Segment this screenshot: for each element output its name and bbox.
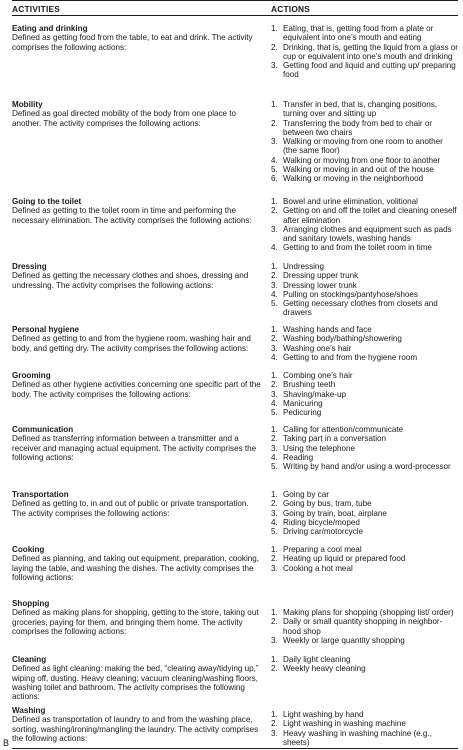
list-item: 3. Using the telephone: [271, 443, 355, 453]
list-item: 3. Going by train, boat, airplane: [271, 508, 387, 518]
activity-title: Dressing: [12, 262, 47, 271]
actions-list: [271, 24, 459, 80]
list-item: 1. Washing hands and face: [271, 325, 372, 334]
list-item: 2. Heating up liquid or prepared food: [271, 554, 406, 564]
list-item: 1. Calling for attention/communicate: [271, 425, 404, 434]
activity-title: Personal hygiene: [12, 325, 80, 334]
activity-title: Mobility: [12, 100, 43, 109]
table-header: [12, 2, 458, 16]
list-item: 1. Light washing by hand: [271, 710, 364, 719]
list-item: 5. Pedicuring: [271, 408, 322, 418]
list-item: 3. Shaving/make-up: [271, 389, 346, 399]
activity-title: Eating and drinking: [12, 24, 88, 33]
actions-list: [271, 100, 459, 184]
list-item: 4. Walking or moving from one floor to another: [271, 155, 441, 165]
activity-cell: [12, 371, 264, 399]
list-item: 3. Washing one’s hair: [271, 343, 352, 353]
list-item: 4. Reading: [271, 452, 314, 462]
list-item: 4. Riding bicycle/moped: [271, 517, 360, 527]
actions-list: [271, 371, 459, 417]
list-item: 1. Transfer in bed, that is, changing positions, turning over and sitting up: [271, 100, 438, 119]
activity-cell: [12, 490, 264, 518]
list-item: 2. Light washing in washing machine: [271, 719, 406, 729]
activity-cell: [12, 325, 264, 353]
list-item: 2. Drinking, that is, getting the liquid from a glass or cup or equivalent into one’s mouth and drinking: [271, 42, 458, 61]
actions-list: [271, 197, 459, 253]
actions-list: [271, 545, 459, 573]
activity-title: Communication: [12, 425, 74, 434]
list-item: 4. Getting to and from the toilet room in time: [271, 243, 432, 253]
list-item: 4. Pulling on stockings/pantyhose/shoes: [271, 289, 418, 299]
activity-title: Shopping: [12, 599, 50, 608]
list-item: 3. Cooking a hot meal: [271, 563, 353, 573]
actions-list: [271, 608, 459, 645]
header-actions: ACTIONS: [271, 4, 311, 14]
list-item: 1. Going by car: [271, 490, 329, 499]
activity-description: Defined as other hygiene activities concerning one specific part of the body. The activity comprises the following actions:: [12, 380, 261, 399]
activity-cell: [12, 197, 264, 225]
list-item: 2. Weekly heavy cleaning: [271, 664, 366, 674]
activity-cell: [12, 262, 264, 290]
actions-list: [271, 490, 459, 536]
list-item: 5. Walking or moving in and out of the house: [271, 165, 434, 175]
list-item: 2. Transferring the body from bed to chair or between two chairs: [271, 118, 433, 137]
list-item: 3. Weekly or large quantity shopping: [271, 635, 405, 645]
table-bottom-rule: [12, 748, 458, 749]
list-item: 1. Bowel and urine elimination, volitional: [271, 197, 418, 206]
list-item: 2. Taking part in a conversation: [271, 434, 387, 444]
activity-description: Defined as goal directed mobility of the body from one place to another. The activity comprises the following actions:: [12, 109, 237, 128]
activity-description: Defined as light cleaning: making the bed, “clearing away/tidying up,” wiping off, dusting. Heavy cleaning; vacuum cleaning/washing floors, washing toilet and bathroom. The activity comprises the following actions:: [12, 664, 259, 702]
actions-list: [271, 655, 459, 674]
list-item: 3. Dressing lower trunk: [271, 280, 357, 290]
activity-title: Going to the toilet: [12, 197, 82, 206]
activity-description: Defined as getting to, in and out of public or private transportation. The activity comprises the following actions:: [12, 499, 249, 518]
activity-title: Washing: [12, 706, 46, 715]
activity-description: Defined as getting the necessary clothes and shoes, dressing and undressing. The activity comprises the following actions:: [12, 271, 249, 290]
activity-title: Cleaning: [12, 655, 47, 664]
list-item: 3. Arranging clothes and equipment such as pads and sanitary towels, washing hands: [271, 224, 452, 244]
list-item: 3. Walking or moving from one room to another (the same floor): [271, 137, 443, 156]
list-item: 1. Preparing a cool meal: [271, 545, 362, 554]
list-item: 3. Getting food and liquid and cutting up/ preparing food: [271, 61, 456, 80]
activity-cell: [12, 655, 264, 701]
activity-description: Defined as getting to the toilet room in time and performing the necessary elimination. The activity comprises the following actions:: [12, 206, 252, 225]
list-item: 1. Making plans for shopping (shopping list/ order): [271, 608, 454, 617]
activity-cell: [12, 24, 264, 52]
list-item: 6. Walking or moving in the neighborhood: [271, 174, 424, 184]
activity-title: Cooking: [12, 545, 45, 554]
list-item: 1. Eating, that is, getting food from a plate or equivalent into one’s mouth and eating: [271, 24, 434, 43]
table-top-rule: [12, 0, 458, 1]
list-item: 5. Getting necessary clothes from closets and drawers: [271, 299, 438, 318]
activity-cell: [12, 706, 264, 743]
list-item: 3. Heavy washing in washing machine (e.g., sheets): [271, 728, 432, 747]
activity-description: Defined as getting food from the table, to eat and drink. The activity comprises the following actions:: [12, 33, 253, 52]
activity-title: Grooming: [12, 371, 51, 380]
actions-list: [271, 710, 459, 747]
list-item: 2. Dressing upper trunk: [271, 271, 359, 281]
list-item: 1. Combing one’s hair: [271, 371, 353, 380]
list-item: 4. Manicuring: [271, 398, 323, 408]
list-item: 5. Writing by hand and/or using a word-processor: [271, 462, 451, 472]
header-activities: ACTIVITIES: [12, 4, 61, 14]
activity-cell: [12, 545, 264, 582]
actions-list: [271, 262, 459, 318]
list-item: 4. Getting to and from the hygiene room: [271, 352, 418, 362]
panel-label: B: [3, 738, 10, 748]
activity-title: Transportation: [12, 490, 69, 499]
activity-cell: [12, 425, 264, 462]
list-item: 2. Going by bus, tram, tube: [271, 499, 372, 509]
activity-cell: [12, 599, 264, 636]
list-item: 1. Undressing: [271, 262, 324, 271]
list-item: 2. Brushing teeth: [271, 380, 336, 390]
list-item: 2. Washing body/bathing/showering: [271, 334, 402, 344]
list-item: 2. Daily or small quantity shopping in neighbor-hood shop: [271, 617, 443, 636]
activity-cell: [12, 100, 264, 128]
activity-description: Defined as getting to and from the hygiene room, washing hair and body, and getting dry. The activity comprises the following actions:: [12, 334, 251, 353]
activity-description: Defined as transportation of laundry to and from the washing place, sorting, washing/ironing/mangling the laundry. The activity comprises the following actions:: [12, 715, 259, 743]
header-rule: [12, 15, 458, 16]
activity-description: Defined as transferring information between a transmitter and a receiver and managing actual equipment. The activity comprises the following actions:: [12, 434, 257, 462]
list-item: 5. Driving car/motorcycle: [271, 527, 364, 537]
activity-description: Defined as planning, and taking out equipment, preparation, cooking, laying the table, and washing the dishes. The activity comprises the following actions:: [12, 554, 260, 582]
actions-list: [271, 325, 459, 362]
list-item: 1. Daily light cleaning: [271, 655, 351, 664]
list-item: 2. Getting on and off the toilet and cleaning oneself after elimination: [271, 206, 457, 225]
actions-list: [271, 425, 459, 471]
activity-description: Defined as making plans for shopping, getting to the store, taking out groceries, paying for them, and bringing them home. The activity comprises the following actions:: [12, 608, 259, 636]
